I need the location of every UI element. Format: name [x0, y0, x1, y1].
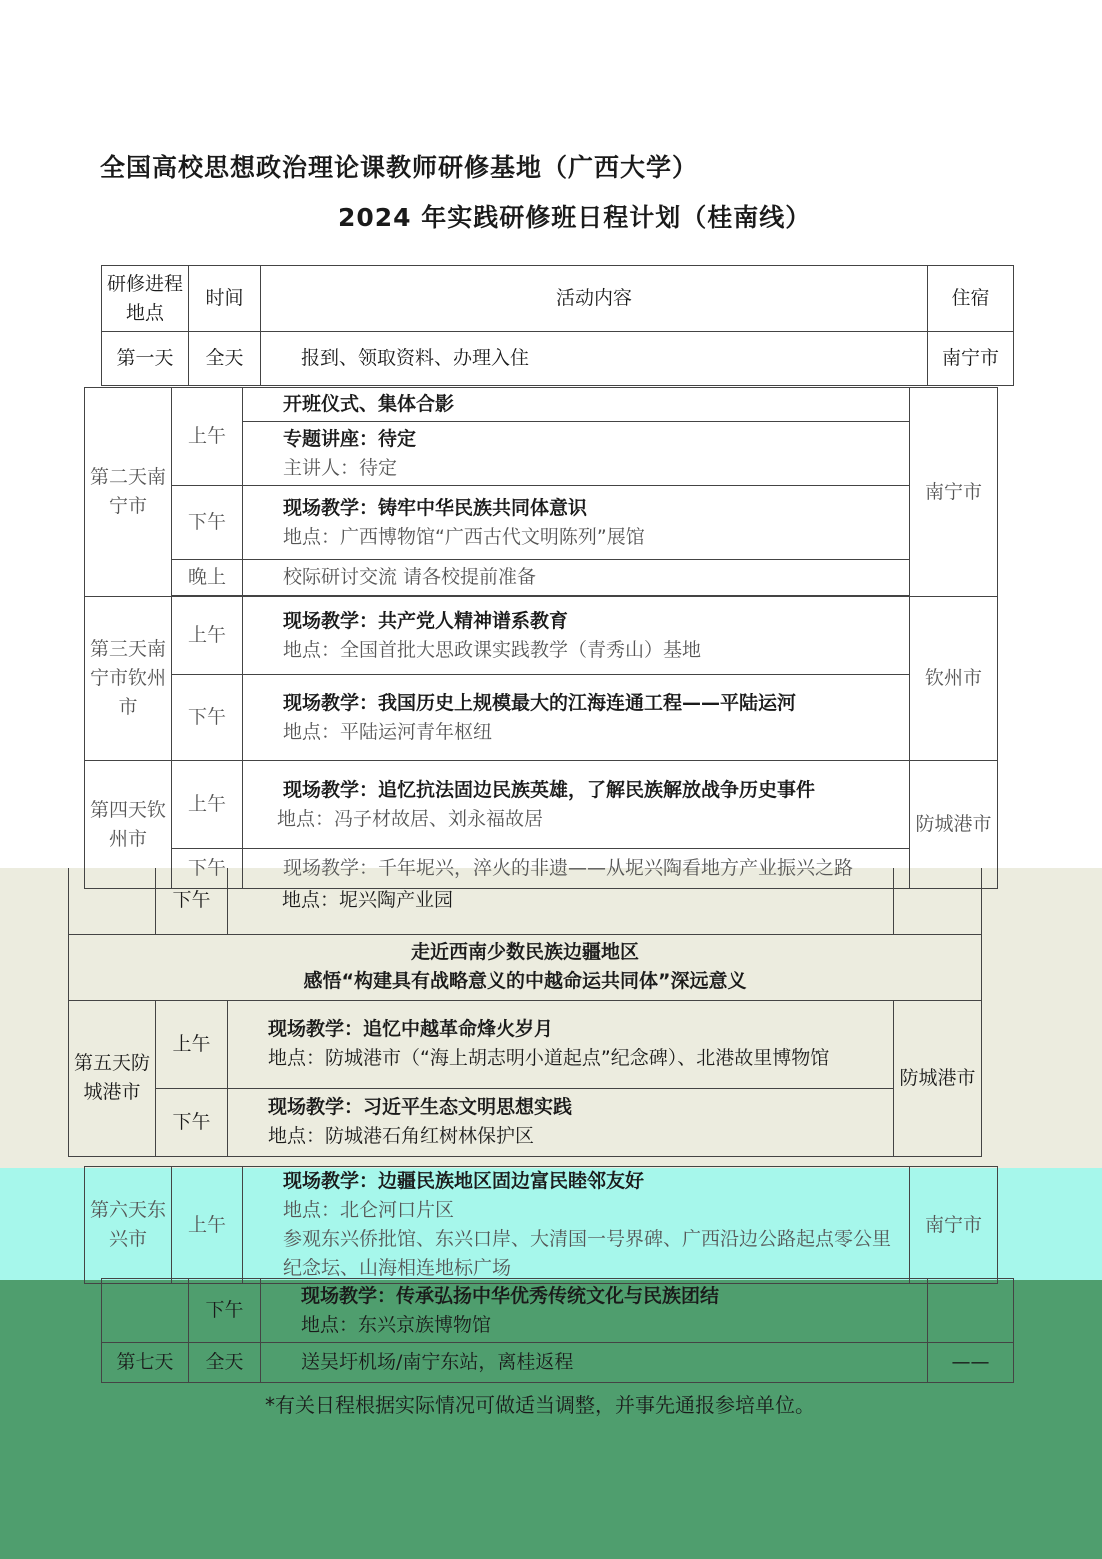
day3-item-spirit	[243, 597, 910, 675]
day4-lodging: 防城港市	[910, 761, 998, 889]
day6-place-cont	[102, 1279, 189, 1343]
day4-place: 第四天钦州市	[85, 761, 172, 889]
header-time: 时间	[189, 266, 261, 332]
day2-item-exchange: 校际研讨交流 请各校提前准备	[243, 560, 910, 596]
day5-item-revolution	[228, 1000, 894, 1088]
schedule-day-6	[84, 1166, 998, 1284]
header-content: 活动内容	[261, 266, 928, 332]
day3-lodging: 钦州市	[910, 597, 998, 761]
day6-am: 上午	[172, 1167, 243, 1284]
day6-item-culture	[261, 1279, 928, 1343]
page-subtitle: 2024 年实践研修班日程计划（桂南线）	[338, 203, 812, 232]
day2-item-opening: 开班仪式、集体合影	[243, 388, 910, 422]
day3-am: 上午	[172, 597, 243, 675]
day2-lodging: 南宁市	[910, 388, 998, 597]
day5-lodging: 防城港市	[894, 1000, 982, 1156]
schedule-days-4-5	[68, 868, 982, 1157]
day6-place: 第六天东兴市	[85, 1167, 172, 1284]
day3-item-canal	[243, 675, 910, 761]
day6-pm: 下午	[189, 1279, 261, 1343]
page-title: 全国高校思想政治理论课教师研修基地（广西大学）	[100, 153, 699, 182]
day2-museum-title: 现场教学：铸牢中华民族共同体意识	[283, 496, 588, 519]
day1-content: 报到、领取资料、办理入住	[261, 332, 928, 386]
day3-canal-title: 现场教学：我国历史上规模最大的江海连通工程——平陆运河	[283, 691, 797, 714]
day6-lodging-cont	[928, 1279, 1014, 1343]
day6-item-border	[243, 1167, 910, 1284]
footnote: *有关日程根据实际情况可做适当调整，并事先通报参培单位。	[265, 1393, 815, 1417]
day5-item-ecology	[228, 1088, 894, 1156]
day5-am: 上午	[156, 1000, 228, 1088]
day5-pm: 下午	[156, 1088, 228, 1156]
day6-border-title: 现场教学：边疆民族地区固边富民睦邻友好	[283, 1170, 645, 1192]
day2-lecture-speaker: 主讲人：待定	[283, 456, 398, 479]
day2-pm: 下午	[172, 486, 243, 560]
day2-lecture-title: 专题讲座：待定	[283, 427, 417, 450]
day1-lodging: 南宁市	[928, 332, 1014, 386]
day3-place: 第三天南宁市钦州市	[85, 597, 172, 761]
day4-item-heroes	[243, 761, 910, 849]
day4-pm-cont: 下午	[156, 868, 228, 934]
day4-item-pottery: 现场教学：千年坭兴，淬火的非遗——从坭兴陶看地方产业振兴之路	[243, 849, 910, 889]
day4-pottery-location: 地点：坭兴陶产业园	[282, 889, 454, 912]
day5-place: 第五天防城港市	[69, 1000, 156, 1156]
day7-time: 全天	[189, 1343, 261, 1383]
day3-pm: 下午	[172, 675, 243, 761]
header-lodging: 住宿	[928, 266, 1014, 332]
section-line2: 感悟“构建具有战略意义的中越命运共同体”深远意义	[303, 970, 747, 992]
day3-canal-location: 地点：平陆运河青年枢纽	[283, 720, 493, 743]
day4-pm: 下午	[172, 849, 243, 889]
day7-content: 送吴圩机场/南宁东站，离桂返程	[261, 1343, 928, 1383]
day1-time: 全天	[189, 332, 261, 386]
day2-item-lecture	[243, 422, 910, 486]
day2-museum-location: 地点：广西博物馆“广西古代文明陈列”展馆	[283, 525, 645, 548]
day4-heroes-location: 地点：冯子材故居、刘永福故居	[277, 807, 544, 830]
day6-lodging: 南宁市	[910, 1167, 998, 1284]
day7-lodging: ——	[928, 1343, 1014, 1383]
schedule-days-6-7	[101, 1278, 1014, 1383]
day6-culture-title: 现场教学：传承弘扬中华优秀传统文化与民族团结	[301, 1284, 720, 1307]
day4-place-cont	[69, 868, 156, 934]
day5-ecology-location: 地点：防城港石角红树林保护区	[268, 1125, 535, 1147]
section-banner	[69, 934, 982, 1000]
day2-eve: 晚上	[172, 560, 243, 596]
day5-ecology-title: 现场教学：习近平生态文明思想实践	[268, 1096, 573, 1118]
day4-heroes-title: 现场教学：追忆抗法固边民族英雄，了解民族解放战争历史事件	[283, 778, 816, 801]
day4-am: 上午	[172, 761, 243, 849]
day7-label: 第七天	[102, 1343, 189, 1383]
day2-place: 第二天南宁市	[85, 388, 172, 597]
day4-pottery-cont	[228, 868, 894, 934]
day5-revolution-location: 地点：防城港市（“海上胡志明小道起点”纪念碑）、北港故里博物馆	[268, 1047, 830, 1069]
schedule-header-table	[101, 265, 1014, 386]
day3-spirit-location: 地点：全国首批大思政课实践教学（青秀山）基地	[283, 638, 702, 661]
day3-spirit-title: 现场教学：共产党人精神谱系教育	[283, 609, 569, 632]
schedule-days-2-4	[84, 387, 998, 889]
day2-item-museum	[243, 486, 910, 560]
day6-border-location: 地点：北仑河口片区	[283, 1199, 455, 1221]
section-line1: 走近西南少数民族边疆地区	[410, 941, 639, 963]
day2-am: 上午	[172, 388, 243, 486]
day1-label: 第一天	[102, 332, 189, 386]
day5-revolution-title: 现场教学：追忆中越革命烽火岁月	[268, 1018, 554, 1040]
day6-culture-location: 地点：东兴京族博物馆	[301, 1313, 492, 1336]
day4-lodging-cont	[894, 868, 982, 934]
day6-border-visits: 参观东兴侨批馆、东兴口岸、大清国一号界碑、广西沿边公路起点零公里纪念坛、山海相连地标广场	[283, 1228, 892, 1279]
header-place: 研修进程地点	[102, 266, 189, 332]
